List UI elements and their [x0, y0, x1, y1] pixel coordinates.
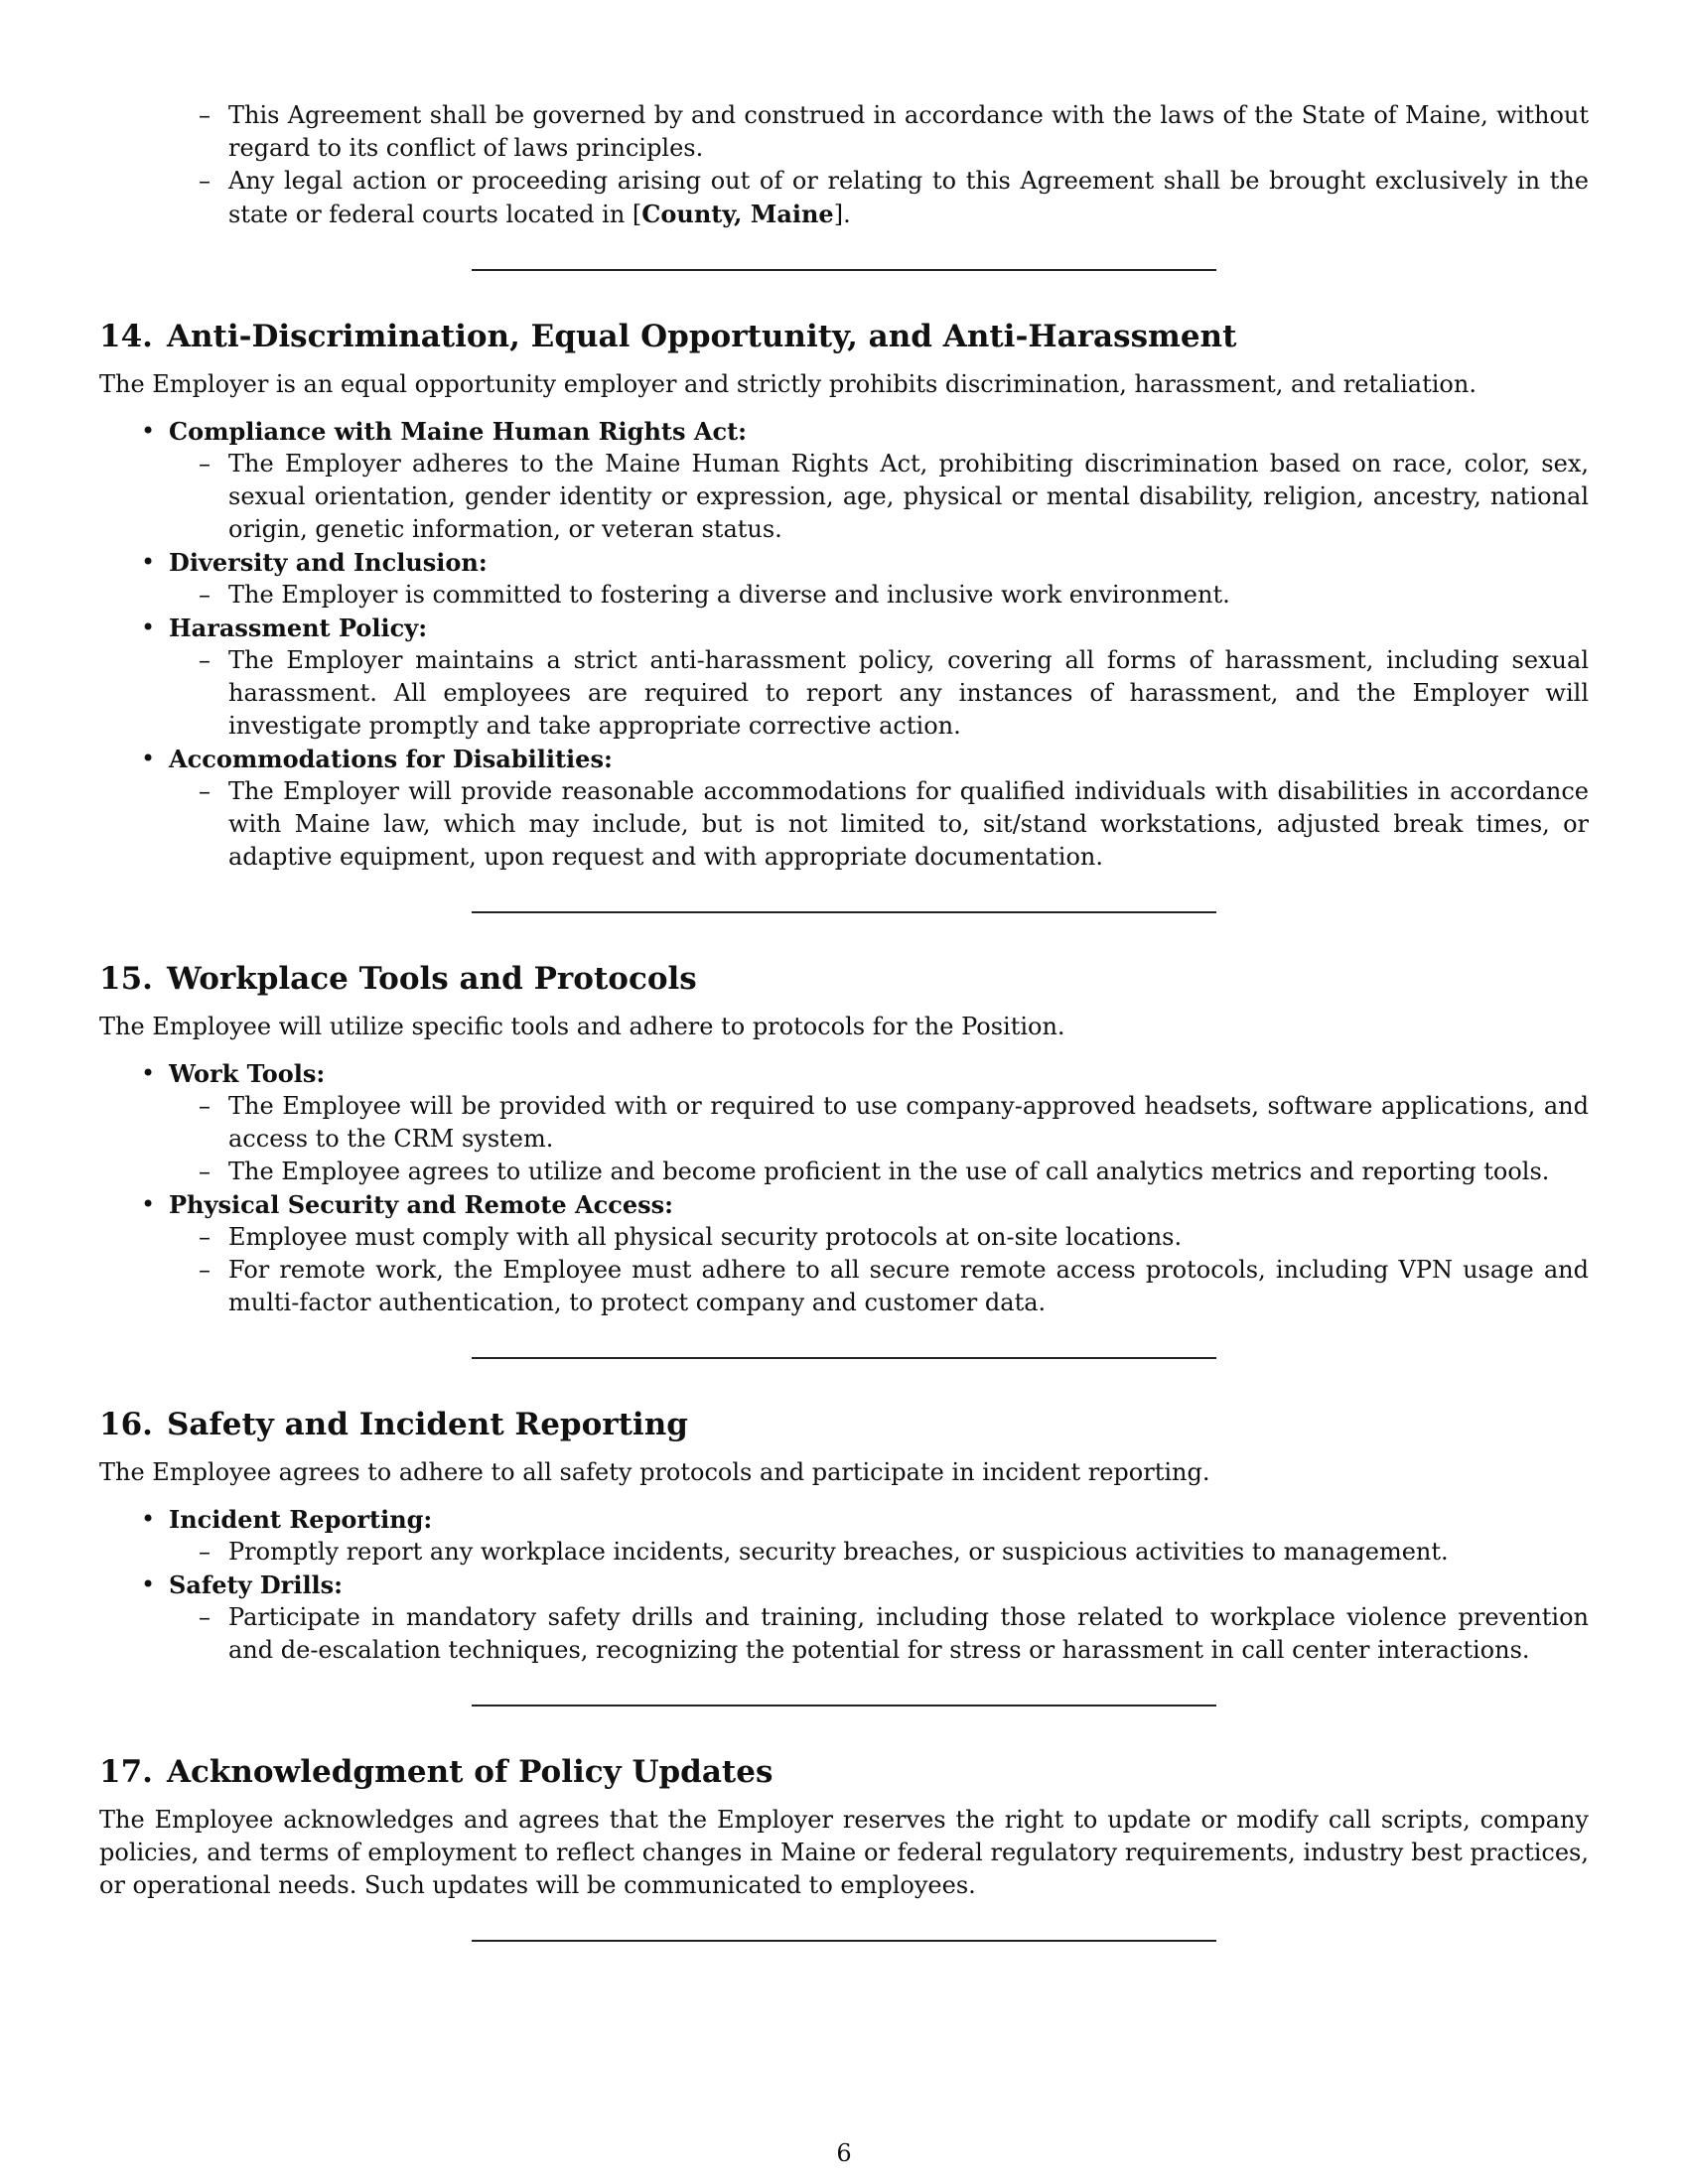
section-divider [472, 911, 1216, 913]
section-heading: 14. Anti-Discrimination, Equal Opportunity, and Anti-Harassment [99, 319, 1237, 354]
bullet-list [99, 415, 1589, 874]
section-intro: The Employer is an equal opportunity employer and strictly prohibits discrimination, harassment, and retaliation. [99, 370, 1477, 398]
bullet-item [99, 1503, 1589, 1569]
section-heading: 17. Acknowledgment of Policy Updates [99, 1754, 774, 1790]
section-body: The Employee acknowledges and agrees that the Employer reserves the right to update or modify call scripts, company policies, and terms of employment to reflect changes in Maine or federal regulatory requirements, industry best practices, or operational needs. Such updates will be communicated to employees. [99, 1806, 1589, 1899]
bullet-heading: • Work Tools: [99, 1057, 1589, 1090]
bullet-heading: • Accommodations for Disabilities: [99, 743, 1589, 775]
section-intro: The Employee agrees to adhere to all safety protocols and participate in incident reporting. [99, 1458, 1210, 1486]
page-number: 6 [836, 2139, 852, 2167]
list-item: – The Employer will provide reasonable accommodations for qualified individuals with disabilities in accordance with Maine law, which may include, but is not limited to, sit/stand workstations, adjusted break times, or adaptive equipment, upon request and with appropriate documentation. [228, 775, 1589, 874]
bullet-heading: • Physical Security and Remote Access: [99, 1188, 1589, 1221]
bullet-heading: • Harassment Policy: [99, 612, 1589, 644]
section-divider [472, 1357, 1216, 1359]
bullet-item [99, 415, 1589, 546]
bullet-heading: • Incident Reporting: [99, 1503, 1589, 1536]
list-item: – Participate in mandatory safety drills and training, including those related to workplace violence prevention and de-escalation techniques, recognizing the potential for stress or harassment in call center interactions. [228, 1601, 1589, 1667]
section-17 [99, 1752, 1589, 1942]
bullet-item [99, 743, 1589, 874]
bullet-item [99, 1057, 1589, 1188]
list-item: – For remote work, the Employee must adhere to all secure remote access protocols, including VPN usage and multi-factor authentication, to protect company and customer data. [228, 1254, 1589, 1319]
bullet-item [99, 1188, 1589, 1319]
section-divider [472, 269, 1216, 271]
list-item: – Promptly report any workplace incidents, security breaches, or suspicious activities to management. [228, 1536, 1589, 1569]
section-intro: The Employee will utilize specific tools and adhere to protocols for the Position. [99, 1013, 1065, 1040]
bullet-heading: • Compliance with Maine Human Rights Act: [99, 415, 1589, 448]
venue-placeholder: County, Maine [641, 200, 834, 228]
section-divider [472, 1705, 1216, 1706]
list-item: – The Employee agrees to utilize and become proficient in the use of call analytics metrics and reporting tools. [228, 1156, 1589, 1188]
bullet-list [99, 1503, 1589, 1667]
bullet-item [99, 612, 1589, 743]
section-heading: 15. Workplace Tools and Protocols [99, 961, 697, 997]
section-heading: 16. Safety and Incident Reporting [99, 1407, 688, 1442]
list-item: – Any legal action or proceeding arising out of or relating to this Agreement shall be brought exclusively in the state or federal courts located in [County, Maine]. [228, 165, 1589, 231]
governing-law-list [99, 99, 1589, 231]
bullet-item [99, 546, 1589, 612]
list-item: – The Employee will be provided with or required to use company-approved headsets, software applications, and access to the CRM system. [228, 1090, 1589, 1156]
document-page [99, 99, 1589, 1942]
section-15 [99, 959, 1589, 1359]
list-item: – The Employer is committed to fostering a diverse and inclusive work environment. [228, 579, 1589, 612]
list-item: – The Employer adheres to the Maine Human Rights Act, prohibiting discrimination based on race, color, sex, sexual orientation, gender identity or expression, age, physical or mental disability, religion, ancestry, national origin, genetic information, or veteran status. [228, 448, 1589, 546]
list-item: – This Agreement shall be governed by and construed in accordance with the laws of the State of Maine, without regard to its conflict of laws principles. [228, 99, 1589, 165]
bullet-list [99, 1057, 1589, 1319]
section-14 [99, 317, 1589, 913]
list-item: – Employee must comply with all physical security protocols at on-site locations. [228, 1221, 1589, 1254]
section-divider [472, 1940, 1216, 1942]
section-16 [99, 1405, 1589, 1706]
list-item: – The Employer maintains a strict anti-harassment policy, covering all forms of harassment, including sexual harassment. All employees are required to report any instances of harassment, and the Employer will investigate promptly and take appropriate corrective action. [228, 644, 1589, 743]
bullet-heading: • Safety Drills: [99, 1569, 1589, 1601]
bullet-item [99, 1569, 1589, 1667]
bullet-heading: • Diversity and Inclusion: [99, 546, 1589, 579]
